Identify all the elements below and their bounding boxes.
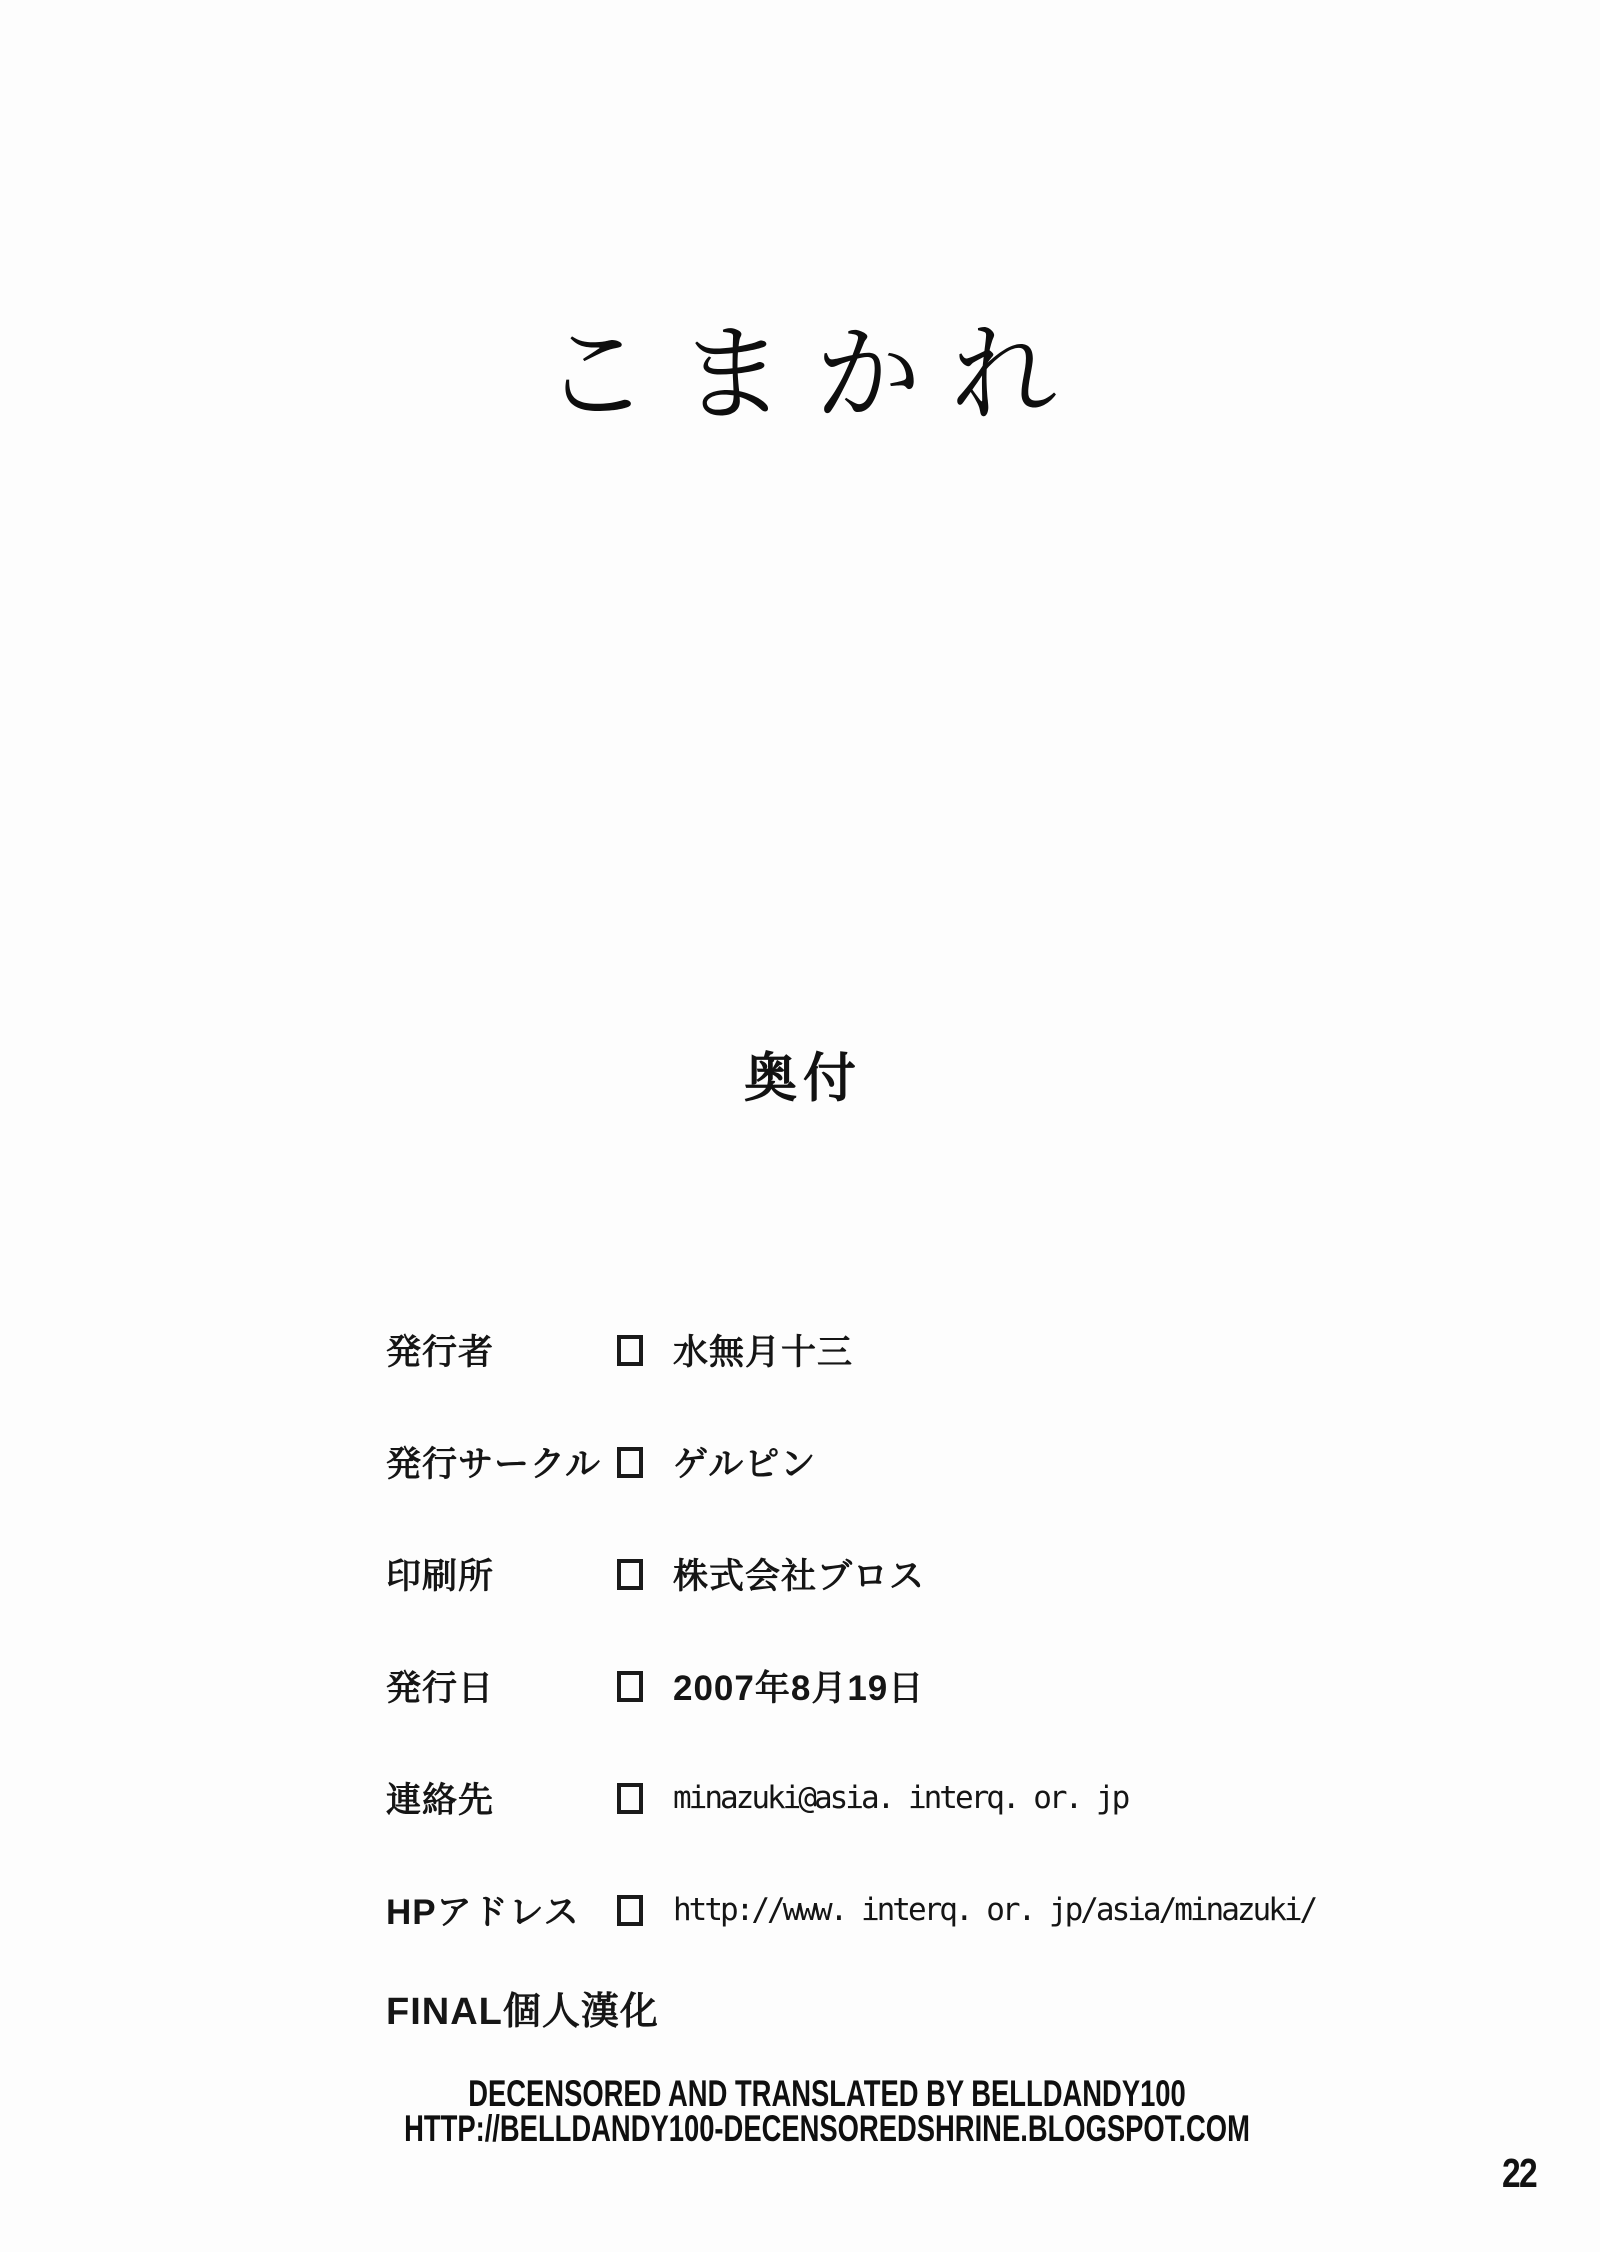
field-value: 水無月十三 (673, 1333, 854, 1372)
colophon-row-circle (386, 1442, 1315, 1482)
page-number: 22 (1502, 2150, 1537, 2196)
section-heading-okuzuke: 奥付 (744, 1049, 862, 1108)
field-value: ゲルピン (673, 1445, 817, 1484)
colophon-row-homepage-url (386, 1890, 1315, 1930)
field-value: 2007年8月19日 (673, 1669, 925, 1708)
square-bullet-icon (617, 1783, 643, 1814)
square-bullet-icon (617, 1447, 643, 1478)
field-value: 株式会社ブロス (673, 1557, 926, 1596)
translation-note: FINAL個人漢化 (386, 1991, 659, 2033)
colophon-row-publisher (386, 1330, 1315, 1370)
field-label: HPアドレス (386, 1893, 580, 1932)
field-label: 連絡先 (386, 1781, 495, 1820)
field-label: 発行者 (386, 1333, 495, 1372)
square-bullet-icon (617, 1559, 643, 1590)
field-value-email: minazuki@asia. interq. or. jp (673, 1780, 1128, 1816)
field-label: 発行日 (386, 1669, 495, 1708)
colophon-row-printer (386, 1554, 1315, 1594)
page-title: こまかれ (543, 313, 1087, 436)
credit-line-1: DECENSORED AND TRANSLATED BY BELLDANDY100 (468, 2073, 1186, 2114)
credit-line-2: HTTP://BELLDANDY100-DECENSOREDSHRINE.BLOGSPOT.COM (404, 2108, 1250, 2149)
colophon-row-publish-date (386, 1666, 1315, 1706)
colophon-row-contact-email (386, 1778, 1315, 1818)
field-value-url: http://www. interq. or. jp/asia/minazuki/ (673, 1892, 1316, 1928)
field-label: 印刷所 (386, 1557, 495, 1596)
square-bullet-icon (617, 1671, 643, 1702)
translator-credits (0, 2073, 1600, 2149)
square-bullet-icon (617, 1895, 643, 1926)
colophon-table (386, 1330, 1315, 1930)
square-bullet-icon (617, 1335, 643, 1366)
field-label: 発行サークル (386, 1445, 601, 1484)
